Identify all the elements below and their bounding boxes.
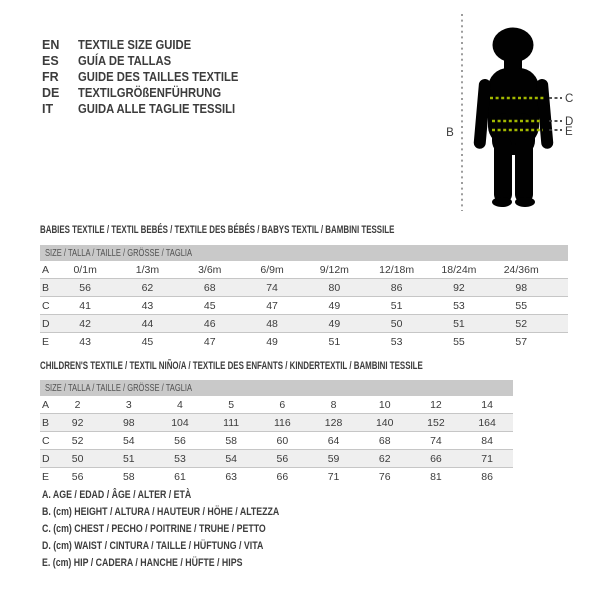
table-cell: 10 <box>378 398 391 411</box>
legend-line: B. (cm) HEIGHT / ALTURA / HAUTEUR / HÖHE / ALTEZZA <box>42 506 280 518</box>
table-cell: 0/1m <box>73 263 97 276</box>
child-silhouette-icon <box>473 28 553 208</box>
table-cell: 71 <box>481 452 493 465</box>
table-cell: 76 <box>378 470 391 483</box>
table-cell: 55 <box>453 335 465 348</box>
table-cell: 86 <box>390 281 403 294</box>
row-label: C <box>42 299 50 312</box>
table-cell: 86 <box>481 470 493 483</box>
language-item <box>42 101 256 117</box>
legend-line: E. (cm) HIP / CADERA / HANCHE / HÜFTE / HIPS <box>42 557 243 569</box>
table-cell: 152 <box>427 416 445 429</box>
legend-line: A. AGE / EDAD / ÂGE / ALTER / ETÀ <box>42 489 192 501</box>
table-cell: 58 <box>225 434 237 447</box>
language-code: IT <box>42 102 54 116</box>
table-cell: 140 <box>375 416 394 429</box>
table-cell: 3 <box>125 398 132 411</box>
table-cell: 98 <box>515 281 528 294</box>
waist-label: D <box>565 116 574 128</box>
row-label: C <box>42 434 50 447</box>
table-cell: 45 <box>203 299 216 312</box>
language-title: GUÍA DE TALLAS <box>78 54 172 68</box>
hip-label: E <box>565 126 573 138</box>
table-cell: 84 <box>481 434 493 447</box>
table-cell: 68 <box>378 434 391 447</box>
table-row <box>40 396 513 413</box>
measurement-legend <box>42 487 339 572</box>
table-cell: 66 <box>276 470 289 483</box>
table-cell: 47 <box>203 335 216 348</box>
table-cell: 51 <box>328 335 341 348</box>
table-cell: 81 <box>430 470 442 483</box>
table-cell: 49 <box>328 317 341 330</box>
table-row <box>40 296 568 314</box>
table-cell: 2 <box>74 398 81 411</box>
language-item <box>42 53 256 69</box>
table-row <box>40 332 568 350</box>
table-cell: 52 <box>515 317 528 330</box>
row-label: D <box>42 317 50 330</box>
table-cell: 14 <box>481 398 493 411</box>
language-code: FR <box>42 70 59 84</box>
children-size-table <box>40 380 513 485</box>
table-cell: 63 <box>225 470 237 483</box>
language-title: TEXTILGRÖßENFÜHRUNG <box>78 86 222 100</box>
table-cell: 51 <box>122 452 135 465</box>
table-row <box>40 431 513 449</box>
row-label: B <box>42 416 50 429</box>
babies-section-title: BABIES TEXTILE / TEXTIL BEBÉS / TEXTILE DES BÉBÉS / BABYS TEXTIL / BAMBINI TESSILE <box>40 224 395 236</box>
table-cell: 111 <box>223 416 240 429</box>
table-cell: 24/36m <box>503 263 539 276</box>
table-cell: 62 <box>378 452 391 465</box>
table-cell: 92 <box>453 281 465 294</box>
table-row <box>40 278 568 296</box>
table-cell: 12 <box>430 398 442 411</box>
table-cell: 54 <box>122 434 135 447</box>
table-cell: 50 <box>71 452 84 465</box>
row-label: E <box>42 335 50 348</box>
table-cell: 47 <box>266 299 278 312</box>
table-cell: 46 <box>203 317 216 330</box>
table-cell: 42 <box>79 317 91 330</box>
language-code: EN <box>42 38 60 52</box>
table-cell: 56 <box>79 281 91 294</box>
table-cell: 50 <box>390 317 403 330</box>
children-section-title: CHILDREN'S TEXTILE / TEXTIL NIÑO/A / TEXTILE DES ENFANTS / KINDERTEXTIL / BAMBINI TESSILE <box>40 360 423 372</box>
table-cell: 3/6m <box>198 263 222 276</box>
language-title: GUIDA ALLE TAGLIE TESSILI <box>78 102 236 116</box>
table-cell: 44 <box>141 317 154 330</box>
table-cell: 52 <box>71 434 84 447</box>
row-label: D <box>42 452 50 465</box>
size-header-bar: SIZE / TALLA / TAILLE / GRÖSSE / TAGLIA <box>40 380 513 396</box>
table-cell: 92 <box>71 416 84 429</box>
table-cell: 51 <box>390 299 403 312</box>
table-row <box>40 413 513 431</box>
table-cell: 74 <box>266 281 278 294</box>
table-cell: 5 <box>228 398 235 411</box>
table-cell: 53 <box>390 335 403 348</box>
language-item <box>42 69 256 85</box>
table-cell: 57 <box>515 335 528 348</box>
table-row <box>40 467 513 485</box>
table-cell: 61 <box>174 470 186 483</box>
table-cell: 64 <box>327 434 340 447</box>
legend-line: D. (cm) WAIST / CINTURA / TAILLE / HÜFTUNG / VITA <box>42 540 264 552</box>
table-cell: 1/3m <box>135 263 160 276</box>
language-code: ES <box>42 54 59 68</box>
table-cell: 48 <box>266 317 278 330</box>
row-label: A <box>42 263 50 276</box>
table-cell: 60 <box>276 434 289 447</box>
table-cell: 8 <box>330 398 337 411</box>
table-cell: 43 <box>141 299 154 312</box>
table-cell: 62 <box>141 281 154 294</box>
table-cell: 56 <box>71 470 84 483</box>
table-cell: 6 <box>279 398 286 411</box>
legend-line: C. (cm) CHEST / PECHO / POITRINE / TRUHE / PETTO <box>42 523 266 535</box>
language-title: TEXTILE SIZE GUIDE <box>78 38 192 52</box>
table-cell: 6/9m <box>260 263 284 276</box>
table-cell: 49 <box>328 299 341 312</box>
table-cell: 49 <box>266 335 278 348</box>
table-row <box>40 449 513 467</box>
table-cell: 56 <box>174 434 186 447</box>
language-code: DE <box>42 86 60 100</box>
table-cell: 9/12m <box>319 263 349 276</box>
table-cell: 80 <box>328 281 341 294</box>
table-cell: 18/24m <box>441 263 477 276</box>
table-cell: 74 <box>430 434 442 447</box>
table-cell: 54 <box>225 452 237 465</box>
table-cell: 128 <box>324 416 343 429</box>
table-cell: 66 <box>430 452 442 465</box>
table-cell: 12/18m <box>379 263 415 276</box>
table-cell: 164 <box>478 416 496 429</box>
table-cell: 53 <box>453 299 465 312</box>
table-cell: 58 <box>122 470 135 483</box>
size-header-bar: SIZE / TALLA / TAILLE / GRÖSSE / TAGLIA <box>40 245 568 261</box>
table-cell: 68 <box>203 281 216 294</box>
table-cell: 71 <box>327 470 340 483</box>
table-row <box>40 261 568 278</box>
row-label: B <box>42 281 50 294</box>
table-row <box>40 314 568 332</box>
table-cell: 56 <box>276 452 289 465</box>
table-cell: 51 <box>453 317 465 330</box>
table-cell: 104 <box>171 416 189 429</box>
language-list <box>42 37 256 117</box>
row-label: A <box>42 398 50 411</box>
child-measurement-diagram <box>430 5 600 220</box>
language-item <box>42 37 256 53</box>
table-cell: 59 <box>327 452 340 465</box>
babies-size-table <box>40 245 568 350</box>
row-label: E <box>42 470 50 483</box>
table-cell: 98 <box>122 416 135 429</box>
table-cell: 55 <box>515 299 528 312</box>
language-item <box>42 85 256 101</box>
table-cell: 116 <box>273 416 291 429</box>
table-cell: 4 <box>177 398 183 411</box>
table-cell: 53 <box>174 452 186 465</box>
language-title: GUIDE DES TAILLES TEXTILE <box>78 70 239 84</box>
table-cell: 43 <box>79 335 91 348</box>
table-cell: 45 <box>141 335 154 348</box>
table-cell: 41 <box>79 299 91 312</box>
height-label: B <box>446 127 454 139</box>
chest-label: C <box>565 93 574 105</box>
